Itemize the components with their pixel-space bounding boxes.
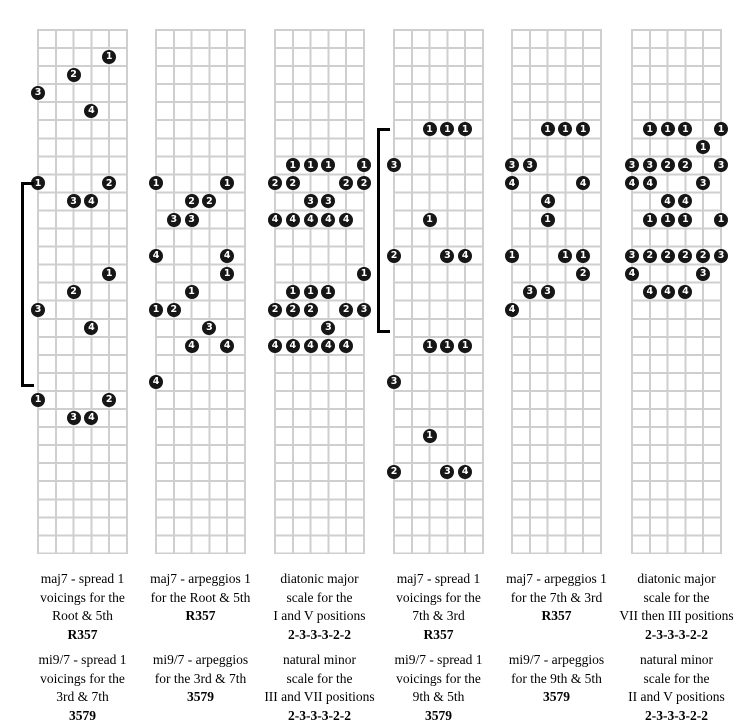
finger-dot: 2 [102,393,116,407]
finger-dot: 4 [625,176,639,190]
finger-dot: 4 [625,267,639,281]
caption-line: scale for the [286,670,353,686]
finger-dot: 3 [202,321,216,335]
finger-dot: 1 [678,122,692,136]
chord-formula: 2-3-3-3-2-2 [288,626,351,642]
caption-line: scale for the [643,589,710,605]
finger-dot: 4 [220,249,234,263]
finger-dot: 1 [220,176,234,190]
caption-line: voicings for the [40,670,125,686]
chord-formula: 3579 [425,707,452,723]
finger-dot: 3 [185,213,199,227]
finger-dot: 4 [643,176,657,190]
finger-dot: 3 [714,249,728,263]
finger-dot: 3 [440,465,454,479]
finger-dot: 1 [423,213,437,227]
caption-line: mi9/7 - spread 1 [394,652,483,667]
finger-dot: 3 [167,213,181,227]
finger-dot: 3 [523,158,537,172]
finger-dot: 3 [696,176,710,190]
finger-dot: 1 [423,122,437,136]
caption-line: II and V positions [628,689,725,704]
chord-formula: 2-3-3-3-2-2 [288,707,351,723]
finger-dot: 1 [321,285,335,299]
finger-dot: 1 [714,213,728,227]
finger-dot: 4 [576,176,590,190]
caption-line: for the Root & 5th [150,589,251,605]
finger-dot: 4 [220,339,234,353]
finger-dot: 4 [84,411,98,425]
finger-dot: 4 [185,339,199,353]
finger-dot: 4 [678,285,692,299]
caption-line: voicings for the [40,589,125,605]
finger-dot: 4 [458,249,472,263]
finger-dot: 4 [84,194,98,208]
caption-top-6 [592,570,754,644]
finger-dot: 4 [149,249,163,263]
finger-dot: 4 [339,213,353,227]
finger-dot: 1 [576,249,590,263]
finger-dot: 1 [661,213,675,227]
finger-dot: 2 [576,267,590,281]
finger-dot: 1 [541,213,555,227]
finger-dot: 4 [661,194,675,208]
chord-formula: 3579 [543,689,570,704]
caption-line: for the 7th & 3rd [510,589,603,605]
fretboard-diagram-4 [390,29,484,554]
finger-dot: 1 [558,249,572,263]
finger-dot: 1 [541,122,555,136]
finger-dot: 4 [321,213,335,227]
finger-dot: 2 [102,176,116,190]
finger-dot: 4 [84,104,98,118]
caption-line: scale for the [286,589,353,605]
finger-dot: 1 [357,267,371,281]
caption-line: maj7 - arpeggios 1 [506,571,607,586]
finger-dot: 1 [458,339,472,353]
chord-formula: 2-3-3-3-2-2 [645,626,708,642]
finger-dot: 4 [304,213,318,227]
finger-dot: 2 [286,176,300,190]
finger-dot: 1 [304,285,318,299]
finger-dot: 3 [387,158,401,172]
finger-dot: 2 [268,303,282,317]
finger-dot: 3 [714,158,728,172]
finger-dot: 1 [440,339,454,353]
position-bracket [377,128,390,333]
finger-dot: 2 [643,249,657,263]
finger-dot: 2 [696,249,710,263]
finger-dot: 4 [505,303,519,317]
finger-dot: 4 [643,285,657,299]
finger-dot: 1 [321,158,335,172]
finger-dot: 1 [149,176,163,190]
finger-dot: 4 [505,176,519,190]
finger-dot: 2 [339,303,353,317]
caption-line: maj7 - spread 1 [396,571,481,586]
finger-dot: 1 [357,158,371,172]
finger-dot: 3 [31,303,45,317]
finger-dot: 3 [67,411,81,425]
chord-formula: R357 [67,626,98,642]
finger-dot: 4 [661,285,675,299]
finger-dot: 3 [321,321,335,335]
finger-dot: 3 [696,267,710,281]
caption-line: natural minor [282,652,357,667]
caption-line: Root & 5th [52,608,113,623]
finger-dot: 3 [643,158,657,172]
caption-line: for the 3rd & 7th [154,670,247,686]
finger-dot: 1 [220,267,234,281]
finger-dot: 3 [67,194,81,208]
finger-dot: 2 [202,194,216,208]
caption-bottom-6 [592,651,754,725]
finger-dot: 3 [440,249,454,263]
finger-dot: 4 [304,339,318,353]
finger-dot: 1 [149,303,163,317]
finger-dot: 2 [304,303,318,317]
finger-dot: 2 [357,176,371,190]
finger-dot: 1 [31,176,45,190]
finger-dot: 1 [458,122,472,136]
finger-dot: 2 [661,158,675,172]
finger-dot: 1 [558,122,572,136]
finger-dot: 1 [102,267,116,281]
finger-dot: 3 [625,158,639,172]
finger-dot: 3 [304,194,318,208]
finger-dot: 1 [696,140,710,154]
finger-dot: 3 [321,194,335,208]
fretboard-diagram-2 [152,29,246,554]
chord-formula: 3579 [187,689,214,704]
caption-line: maj7 - spread 1 [40,571,125,586]
finger-dot: 1 [576,122,590,136]
finger-dot: 4 [321,339,335,353]
finger-dot: 4 [541,194,555,208]
finger-dot: 3 [505,158,519,172]
finger-dot: 1 [286,285,300,299]
caption-line: 9th & 5th [412,689,465,704]
finger-dot: 4 [458,465,472,479]
finger-dot: 4 [286,339,300,353]
finger-dot: 1 [423,339,437,353]
fretboard-diagram-5 [508,29,602,554]
caption-line: mi9/7 - spread 1 [38,652,127,667]
caption-line: maj7 - arpeggios 1 [150,571,251,586]
caption-line: mi9/7 - arpeggios [152,652,249,667]
caption-line: diatonic major [280,571,359,586]
caption-line: voicings for the [396,589,481,605]
chord-formula: R357 [423,626,454,642]
finger-dot: 2 [67,68,81,82]
finger-dot: 4 [286,213,300,227]
finger-dot: 2 [678,158,692,172]
finger-dot: 4 [268,339,282,353]
finger-dot: 1 [643,213,657,227]
finger-dot: 1 [31,393,45,407]
finger-dot: 3 [523,285,537,299]
finger-dot: 1 [286,158,300,172]
finger-dot: 1 [423,429,437,443]
finger-dot: 4 [339,339,353,353]
chord-formula: 2-3-3-3-2-2 [645,707,708,723]
finger-dot: 2 [339,176,353,190]
caption-line: 3rd & 7th [56,689,109,704]
finger-dot: 2 [661,249,675,263]
finger-dot: 3 [357,303,371,317]
fretboard-diagram-1 [34,29,128,554]
finger-dot: 2 [268,176,282,190]
finger-dot: 1 [440,122,454,136]
finger-dot: 3 [625,249,639,263]
finger-dot: 4 [268,213,282,227]
caption-line: VII then III positions [619,608,734,623]
finger-dot: 3 [387,375,401,389]
finger-dot: 1 [643,122,657,136]
finger-dot: 3 [31,86,45,100]
finger-dot: 2 [678,249,692,263]
finger-dot: 1 [505,249,519,263]
finger-dot: 4 [678,194,692,208]
caption-line: for the 9th & 5th [511,670,602,686]
finger-dot: 1 [661,122,675,136]
caption-line: III and VII positions [264,689,375,704]
finger-dot: 1 [185,285,199,299]
caption-line: 7th & 3rd [412,608,465,623]
chord-formula: 3579 [69,707,96,723]
finger-dot: 3 [541,285,555,299]
caption-line: natural minor [639,652,714,667]
finger-dot: 2 [67,285,81,299]
finger-dot: 2 [286,303,300,317]
finger-dot: 2 [387,465,401,479]
caption-line: I and V positions [273,608,366,623]
caption-line: voicings for the [396,670,481,686]
finger-dot: 1 [102,50,116,64]
caption-line: scale for the [643,670,710,686]
finger-dot: 1 [678,213,692,227]
finger-dot: 2 [387,249,401,263]
caption-line: diatonic major [637,571,716,586]
position-bracket [21,182,34,387]
fretboard-diagram-3 [271,29,368,554]
finger-dot: 1 [304,158,318,172]
finger-dot: 1 [714,122,728,136]
chord-formula: R357 [541,608,572,623]
finger-dot: 2 [167,303,181,317]
finger-dot: 4 [84,321,98,335]
chord-formula: R357 [185,608,216,623]
fretboard-diagram-6 [628,29,725,554]
caption-line: mi9/7 - arpeggios [508,652,605,667]
finger-dot: 4 [149,375,163,389]
finger-dot: 2 [185,194,199,208]
